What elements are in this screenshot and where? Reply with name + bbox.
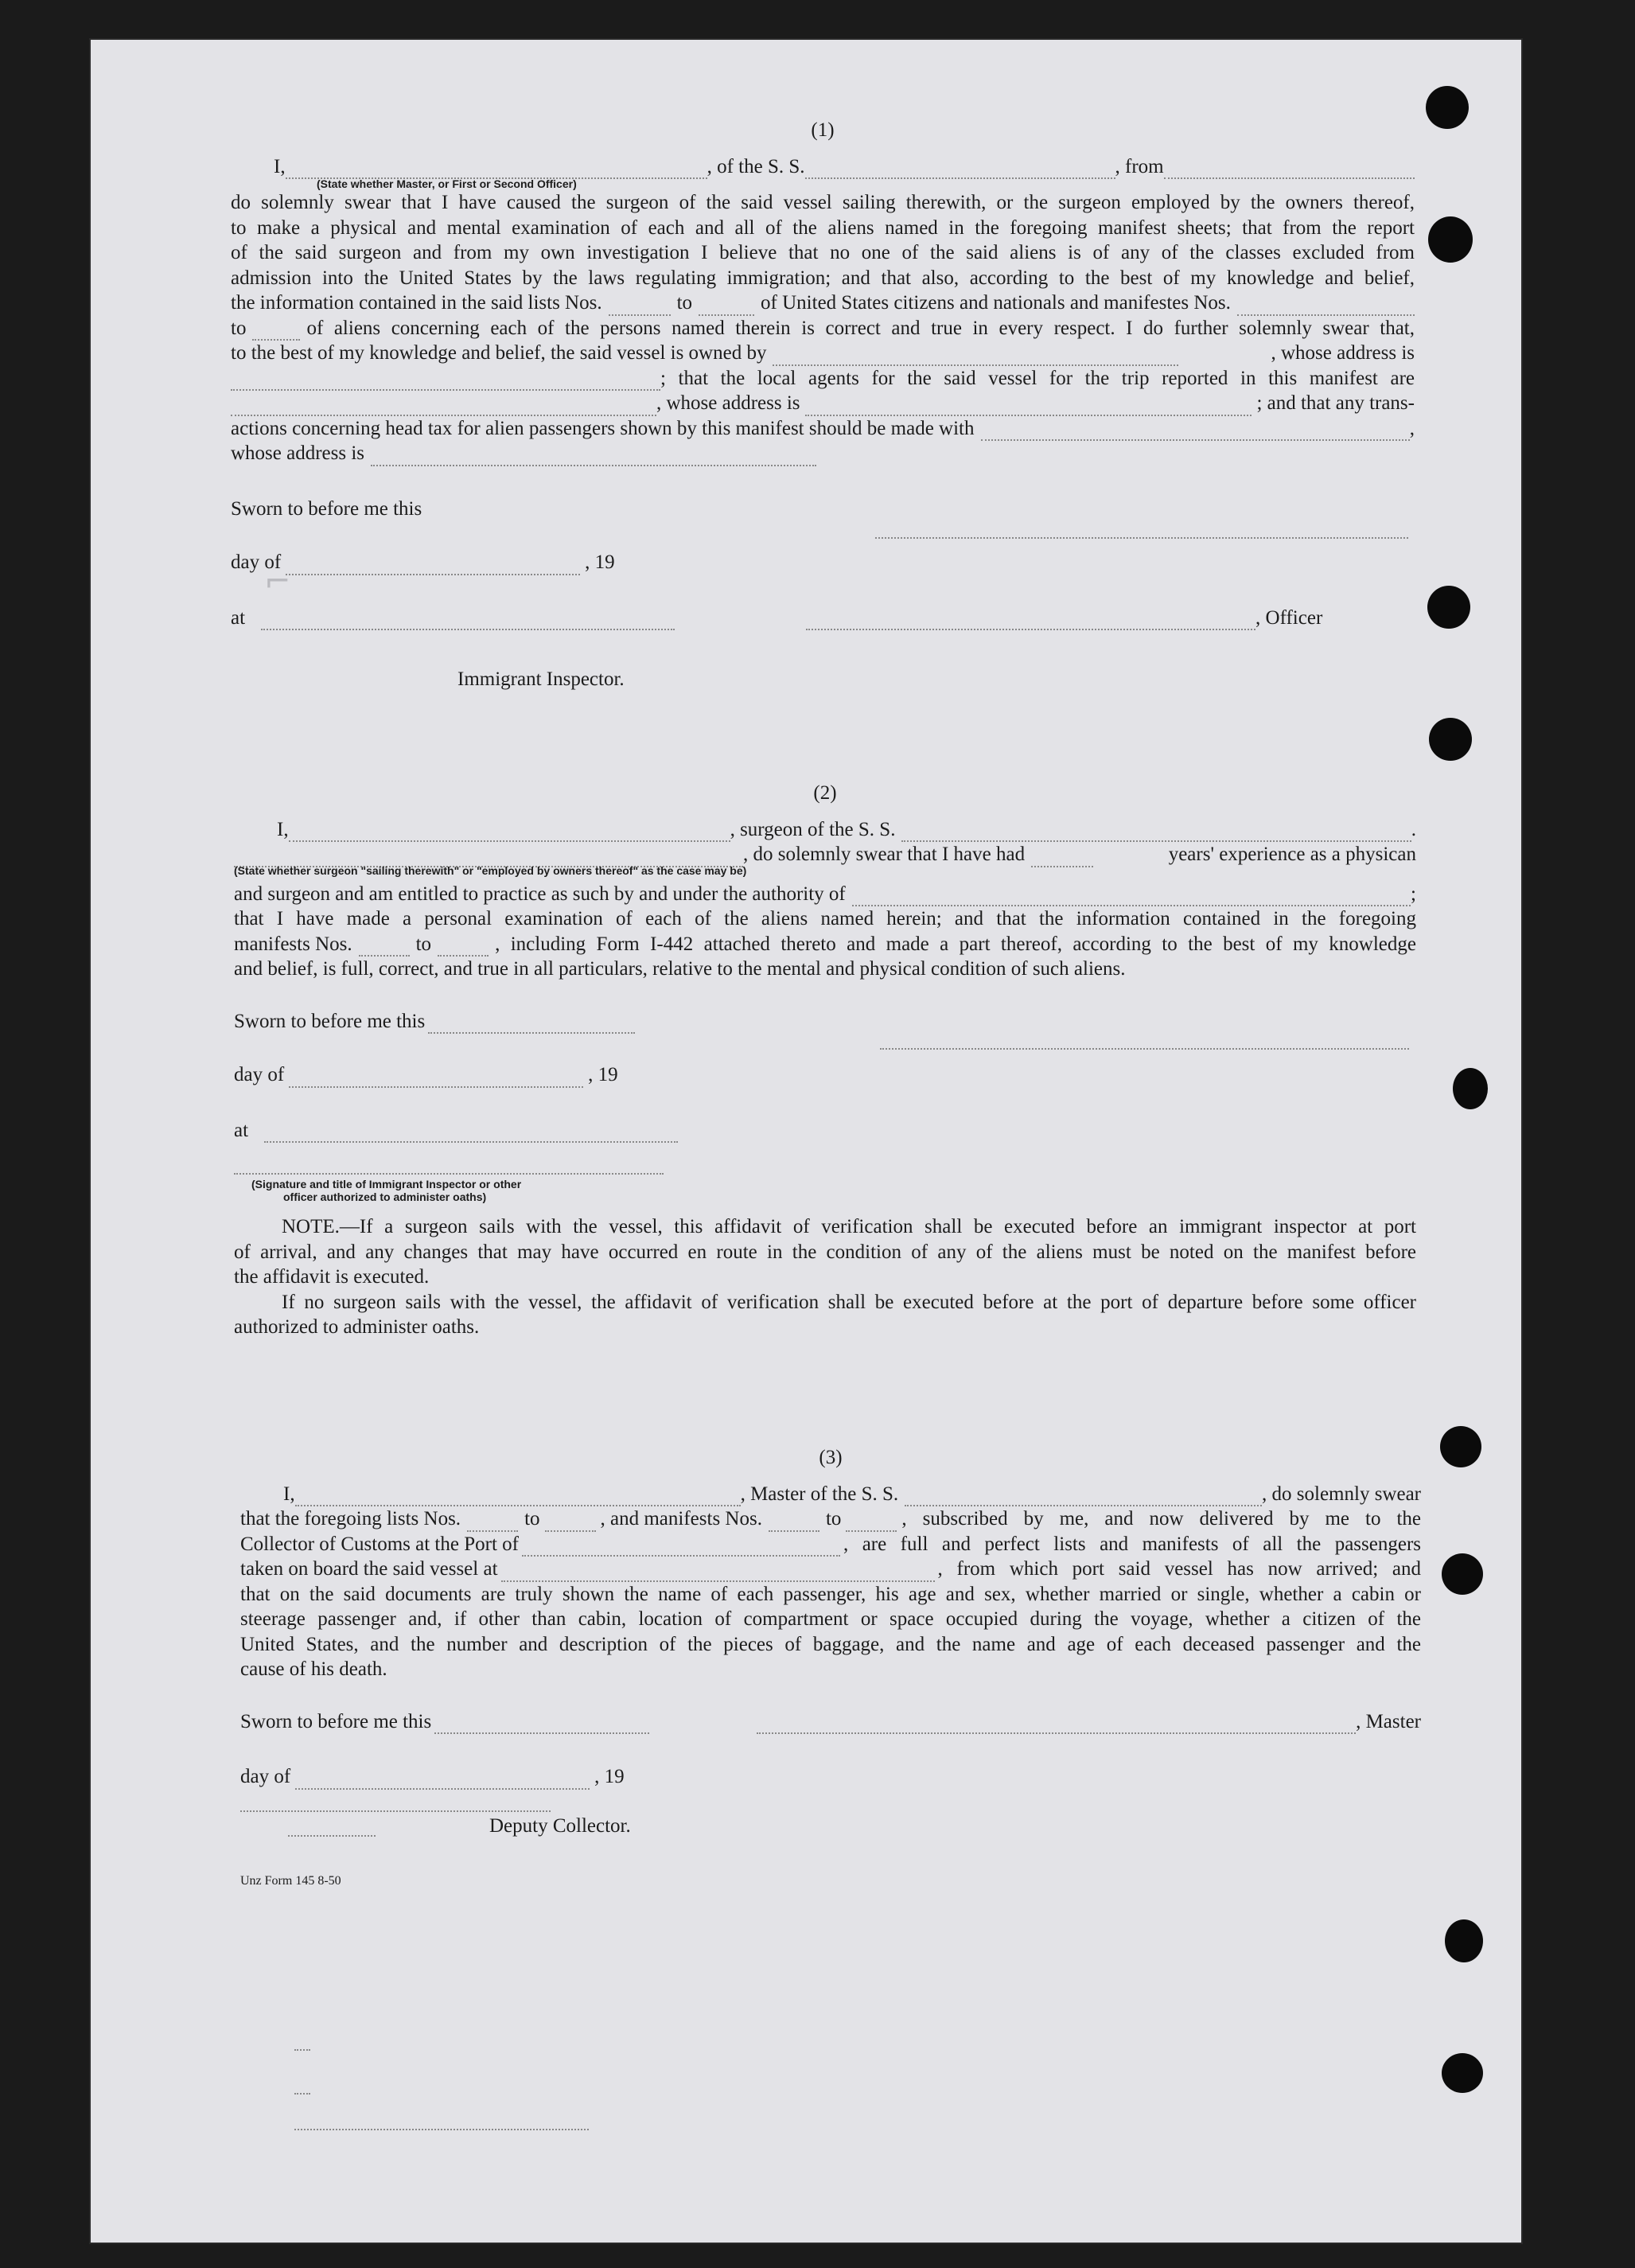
section-2: (2) I, , surgeon of the S. S. . , do solemnly swear that I have had years' experience as a physican (State whether surgeon "sailing therewith" or "employed by owners thereof" as the case may be) and surgeon and am entitled to practice as such by and under the authority of ; that I have made a personal examination of each of the aliens named herein; and that the information contained in the foregoing manifests Nos. to , including Form I-442 attached thereto and made a part thereof, according to the best of my knowledge and belief, is full, correct, and true in all particulars, relative to the mental and physical condition of such aliens. Sworn to before me this day of , 19 at (Signature and title of Immigrant Inspector or other officer authorized to administer oaths) NOTE.—If a surgeon sails with the vessel, this affidavit of verification shall be executed before an immigrant inspector at port of arrival, and any changes that may have occurred en route in the condition of any of the aliens must be noted on the manifest before the affidavit is executed. If no surgeon sails with the vessel, the affidavit of verification shall be executed before at the port of departure before some officer authorized to administer oaths.	[234, 782, 1416, 1338]
guide-mark	[294, 2048, 310, 2051]
section-3: (3) I, , Master of the S. S. , do solemnly swear that the foregoing lists Nos. to , and manifests Nos. to , subscribed by me, and now delivered by me to the Collector of Customs at the Port of , are full and perfect lists and manifests of all the passengers taken on board the said vessel at , from which port said vessel has now arrived; and that on the said documents are truly shown the name of each passenger, his age and sex, whether married or single, whether a cabin or steerage passenger and, if other than cabin, location of compartment or space occupied during the voyage, whether a citizen of the United States, and the number and description of the pieces of baggage, and the name and age of each deceased passenger and the cause of his death. Sworn to before me this , Master day of , 19 Deputy Collector. Unz Form 145 8-50	[240, 1445, 1421, 1894]
inspector-signature-line[interactable]	[234, 1167, 664, 1175]
agents-address-field[interactable]	[805, 399, 1252, 416]
punch-hole	[1429, 718, 1472, 761]
port-from-field[interactable]	[1164, 162, 1415, 179]
punch-hole	[1445, 1919, 1483, 1962]
officer-signature-line[interactable]	[875, 518, 1408, 539]
sworn-place-field[interactable]	[261, 613, 675, 630]
owner-field[interactable]	[773, 349, 1178, 366]
officer-name-field[interactable]	[286, 162, 707, 179]
master-lists-to[interactable]	[545, 1514, 596, 1532]
head-tax-address-field[interactable]	[371, 449, 816, 466]
section-number: (1)	[811, 119, 835, 141]
years-experience-field[interactable]	[1031, 850, 1093, 867]
lists-from-field[interactable]	[609, 298, 671, 316]
head-tax-contact-field[interactable]	[981, 423, 1410, 441]
inspector-label: Immigrant Inspector.	[457, 668, 625, 690]
surgeon-manifests-to[interactable]	[438, 939, 489, 957]
practice-authority-field[interactable]	[852, 889, 1411, 906]
officer-note: (State whether Master, or First or Second Officer)	[317, 177, 577, 190]
section-1: (1) I, , of the S. S. , from (State whether Master, or First or Second Officer) do solemnly swear that I have caused the surgeon of the said vessel sailing therewith, or the surgeon employed by the owners thereof, to make a physical and mental examination of each and all of the aliens named in the foregoing manifest sheets; that from the report of the said surgeon and from my own investigation I believe that no one of the said aliens is of any of the classes excluded from admission into the United States by the laws regulating immigration; and that also, according to the best of my knowledge and belief, the information contained in the said lists Nos. to of United States citizens and nationals and manifestes Nos. to of aliens concerning each of the persons named therein is correct and true in every respect. I do further solemnly swear that, to the best of my knowledge and belief, the said vessel is owned by , whose address is ; that the local agents for the said vessel for the trip reported in this manifest are , whose address is ; and that any trans- actions concerning head tax for alien passengers shown by this manifest should be made with , whose address is Sworn to before me this day of , 19 at , Officer Immigrant Inspector.	[231, 118, 1415, 692]
sworn-day-field[interactable]	[286, 558, 580, 575]
master-signature-line[interactable]	[757, 1717, 1356, 1734]
surgeon-signature-line[interactable]	[880, 1029, 1409, 1050]
guide-mark	[294, 2127, 589, 2130]
collector-signature-line[interactable]	[240, 1804, 551, 1812]
form-sheet	[89, 38, 1523, 2244]
embarkation-port-field[interactable]	[501, 1565, 935, 1582]
punch-hole	[1453, 1068, 1488, 1109]
surgeon-note: (State whether surgeon "sailing therewith" or "employed by owners thereof" as the case may be)	[234, 863, 747, 877]
master-lists-from[interactable]	[467, 1514, 518, 1532]
master-manifests-to[interactable]	[846, 1514, 897, 1532]
customs-port-field[interactable]	[522, 1539, 840, 1557]
master-day-field[interactable]	[295, 1772, 590, 1790]
manifests-from-field[interactable]	[1237, 298, 1415, 316]
punch-hole	[1426, 86, 1469, 129]
punch-hole	[1427, 586, 1470, 629]
punch-hole	[1440, 1426, 1481, 1467]
surgeon-sworn-field[interactable]	[428, 1016, 635, 1034]
surgeon-manifests-from[interactable]	[359, 939, 410, 957]
guide-mark	[294, 2091, 310, 2095]
officer-title-line[interactable]	[806, 613, 1255, 630]
master-manifests-from[interactable]	[769, 1514, 819, 1532]
master-sworn-field[interactable]	[434, 1717, 649, 1734]
surgeon-vessel-field[interactable]	[901, 824, 1411, 842]
surgeon-day-field[interactable]	[289, 1070, 583, 1088]
surgeon-name-field[interactable]	[289, 824, 730, 842]
master-name-field[interactable]	[295, 1489, 741, 1506]
lists-to-field[interactable]	[699, 298, 754, 316]
punch-hole	[1442, 2053, 1483, 2093]
surgeon-place-field[interactable]	[264, 1125, 678, 1143]
vessel-name-field[interactable]	[805, 162, 1115, 179]
officer-line: I, , of the S. S. , from	[231, 154, 1415, 180]
owner-address-field[interactable]	[231, 373, 660, 391]
manifests-to-field[interactable]	[252, 323, 300, 341]
punch-hole	[1428, 216, 1473, 263]
signature-note: (Signature and title of Immigrant Inspector or other officer authorized to administer oaths)	[251, 1178, 522, 1203]
deputy-collector-label: Deputy Collector.	[489, 1814, 631, 1837]
pencil-mark: ⌐	[264, 563, 291, 600]
agents-field[interactable]	[231, 399, 656, 416]
form-number: Unz Form 145 8-50	[240, 1874, 341, 1888]
punch-hole	[1442, 1553, 1483, 1595]
master-vessel-field[interactable]	[905, 1489, 1262, 1506]
